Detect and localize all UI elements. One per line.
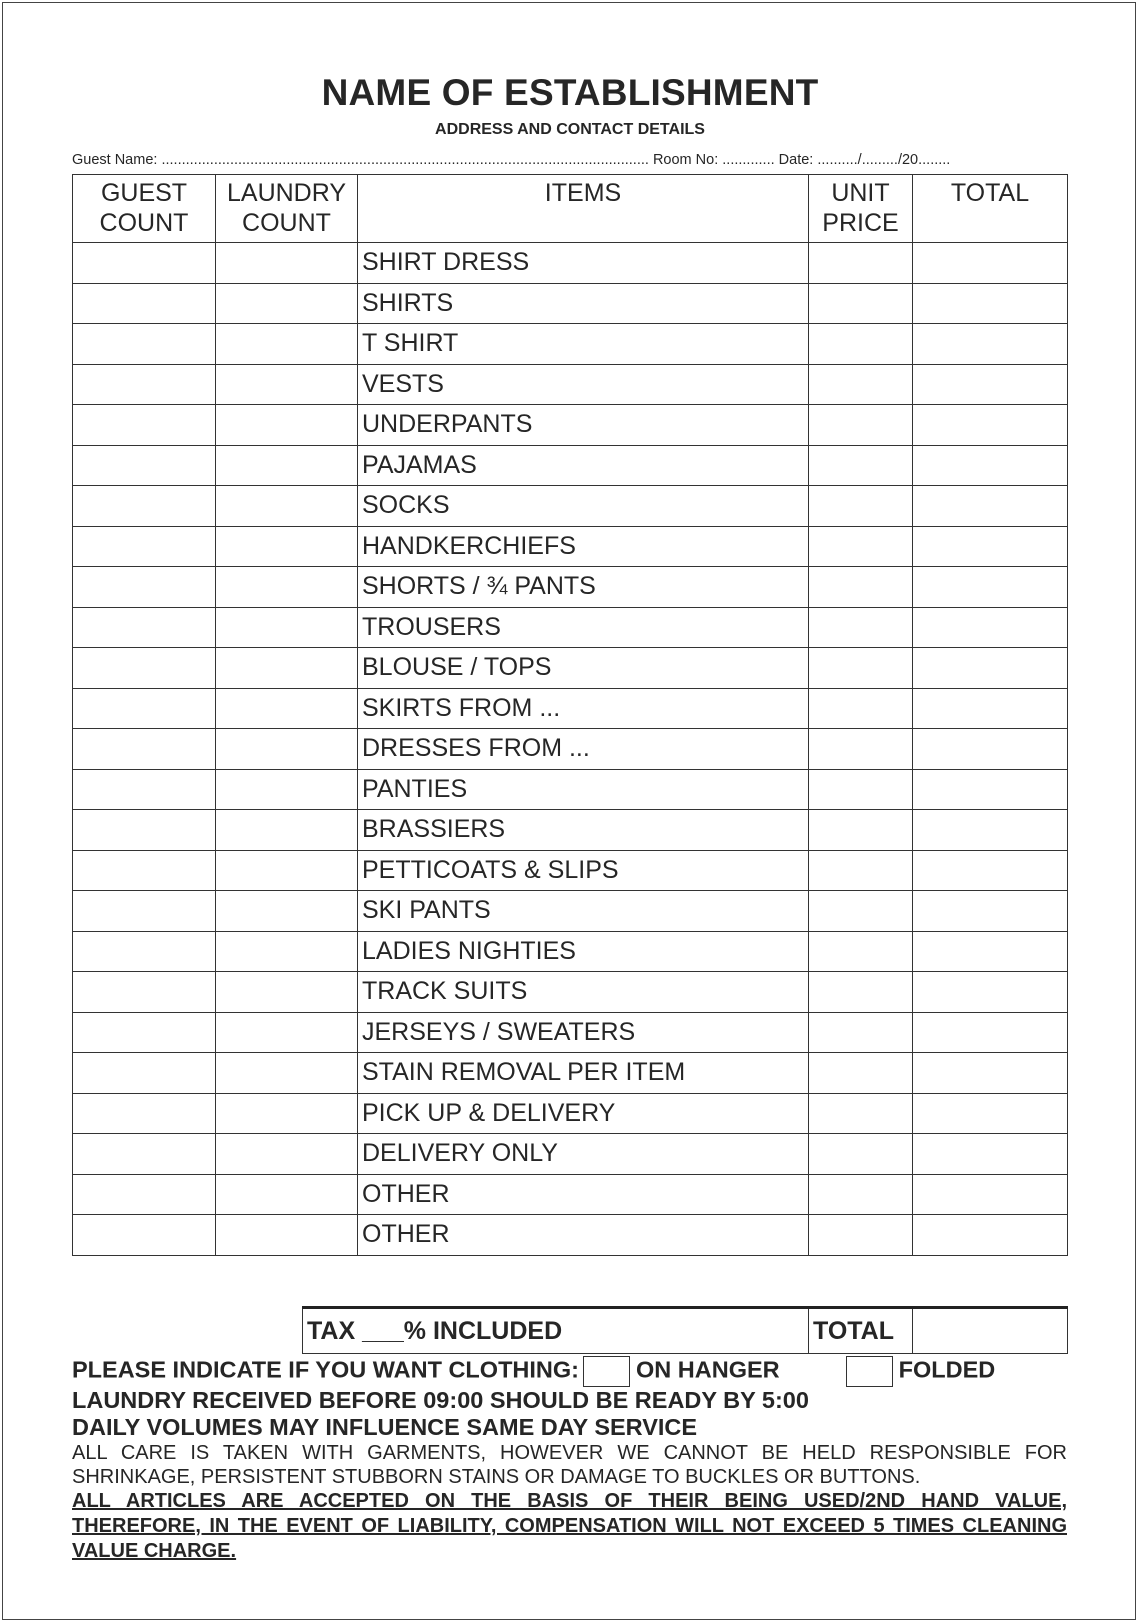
unit-price-cell[interactable]	[809, 364, 913, 405]
row-total-cell[interactable]	[913, 526, 1068, 567]
table-row	[73, 486, 1068, 527]
laundry-count-cell[interactable]	[216, 324, 358, 365]
terms-section	[72, 1356, 1067, 1564]
volumes-notice: DAILY VOLUMES MAY INFLUENCE SAME DAY SERVICE	[72, 1414, 698, 1440]
row-total-cell[interactable]	[913, 567, 1068, 608]
item-label: PETTICOATS & SLIPS	[358, 850, 809, 891]
room-label: Room No:	[652, 152, 719, 168]
unit-price-cell[interactable]	[809, 283, 913, 324]
laundry-count-cell[interactable]	[216, 607, 358, 648]
guest-count-cell[interactable]	[73, 1012, 216, 1053]
row-total-cell[interactable]	[913, 769, 1068, 810]
row-total-cell[interactable]	[913, 810, 1068, 851]
laundry-count-cell[interactable]	[216, 931, 358, 972]
row-total-cell[interactable]	[913, 729, 1068, 770]
guest-count-cell[interactable]	[73, 486, 216, 527]
guest-count-header: GUEST COUNT	[73, 175, 216, 243]
laundry-count-cell[interactable]	[216, 283, 358, 324]
table-row	[73, 1053, 1068, 1094]
item-label: SKIRTS FROM ...	[358, 688, 809, 729]
item-label: LADIES NIGHTIES	[358, 931, 809, 972]
row-total-cell[interactable]	[913, 891, 1068, 932]
grand-total-label: TOTAL	[809, 1308, 913, 1354]
item-label: SOCKS	[358, 486, 809, 527]
item-label: OTHER	[358, 1215, 809, 1256]
unit-price-header: UNIT PRICE	[809, 175, 913, 243]
row-total-cell[interactable]	[913, 324, 1068, 365]
row-total-cell[interactable]	[913, 850, 1068, 891]
laundry-count-cell[interactable]	[216, 405, 358, 446]
laundry-count-cell[interactable]	[216, 850, 358, 891]
guest-count-cell[interactable]	[73, 445, 216, 486]
unit-price-cell[interactable]	[809, 1053, 913, 1094]
table-row	[73, 445, 1068, 486]
table-row	[73, 1215, 1068, 1256]
row-total-cell[interactable]	[913, 1053, 1068, 1094]
row-total-cell[interactable]	[913, 1215, 1068, 1256]
item-label: T SHIRT	[358, 324, 809, 365]
table-row	[73, 243, 1068, 284]
table-row	[73, 810, 1068, 851]
laundry-count-header: LAUNDRY COUNT	[216, 175, 358, 243]
unit-price-cell[interactable]	[809, 1134, 913, 1175]
unit-price-cell[interactable]	[809, 526, 913, 567]
unit-price-cell[interactable]	[809, 1012, 913, 1053]
table-row	[73, 567, 1068, 608]
laundry-count-cell[interactable]	[216, 1134, 358, 1175]
laundry-count-cell[interactable]	[216, 1012, 358, 1053]
table-footer	[302, 1306, 1068, 1354]
laundry-count-cell[interactable]	[216, 688, 358, 729]
unit-price-cell[interactable]	[809, 607, 913, 648]
on-hanger-label: ON HANGER	[636, 1356, 780, 1383]
laundry-count-cell[interactable]	[216, 1215, 358, 1256]
unit-price-cell[interactable]	[809, 1174, 913, 1215]
laundry-items-table	[72, 174, 1068, 1256]
liability-disclaimer: ALL ARTICLES ARE ACCEPTED ON THE BASIS OF THEIR BEING USED/2ND HAND VALUE, THEREFORE, IN THE EVENT OF LIABILITY, COMPENSATION WILL NOT EXCEED 5 TIMES CLEANING VALUE CHARGE.	[72, 1490, 1067, 1562]
guest-count-cell[interactable]	[73, 1053, 216, 1094]
guest-count-cell[interactable]	[73, 931, 216, 972]
laundry-count-cell[interactable]	[216, 526, 358, 567]
item-label: VESTS	[358, 364, 809, 405]
guest-name-field[interactable]: .........................................................................................................................	[161, 152, 649, 168]
folded-checkbox[interactable]	[846, 1356, 893, 1387]
guest-count-cell[interactable]	[73, 891, 216, 932]
guest-count-cell[interactable]	[73, 283, 216, 324]
item-label: JERSEYS / SWEATERS	[358, 1012, 809, 1053]
row-total-cell[interactable]	[913, 607, 1068, 648]
item-label: DRESSES FROM ...	[358, 729, 809, 770]
row-total-cell[interactable]	[913, 486, 1068, 527]
unit-price-cell[interactable]	[809, 567, 913, 608]
laundry-count-cell[interactable]	[216, 567, 358, 608]
unit-price-cell[interactable]	[809, 1215, 913, 1256]
row-total-cell[interactable]	[913, 1012, 1068, 1053]
unit-price-cell[interactable]	[809, 486, 913, 527]
folded-label: FOLDED	[898, 1356, 996, 1383]
guest-count-cell[interactable]	[73, 769, 216, 810]
guest-info-line	[72, 152, 1067, 168]
establishment-title: NAME OF ESTABLISHMENT	[321, 72, 819, 113]
table-row	[73, 729, 1068, 770]
guest-count-cell[interactable]	[73, 405, 216, 446]
unit-price-cell[interactable]	[809, 405, 913, 446]
item-label: PANTIES	[358, 769, 809, 810]
care-disclaimer: ALL CARE IS TAKEN WITH GARMENTS, HOWEVER WE CANNOT BE HELD RESPONSIBLE FOR SHRINKAGE, PERSISTENT STUBBORN STAINS OR DAMAGE TO BUCKLES OR BUTTONS.	[72, 1442, 1067, 1488]
item-label: BLOUSE / TOPS	[358, 648, 809, 689]
guest-count-cell[interactable]	[73, 1215, 216, 1256]
table-row	[73, 1174, 1068, 1215]
guest-count-cell[interactable]	[73, 1093, 216, 1134]
laundry-count-cell[interactable]	[216, 810, 358, 851]
table-row	[73, 972, 1068, 1013]
guest-count-cell[interactable]	[73, 1174, 216, 1215]
table-row	[73, 364, 1068, 405]
grand-total-cell[interactable]	[913, 1308, 1068, 1354]
unit-price-cell[interactable]	[809, 931, 913, 972]
table-row	[73, 931, 1068, 972]
laundry-count-cell[interactable]	[216, 891, 358, 932]
guest-count-cell[interactable]	[73, 567, 216, 608]
table-row	[73, 769, 1068, 810]
row-total-cell[interactable]	[913, 648, 1068, 689]
clothing-preference-line	[72, 1356, 1067, 1387]
clothing-prompt: PLEASE INDICATE IF YOU WANT CLOTHING:	[72, 1356, 579, 1383]
unit-price-cell[interactable]	[809, 972, 913, 1013]
guest-count-cell[interactable]	[73, 1134, 216, 1175]
laundry-count-cell[interactable]	[216, 243, 358, 284]
item-label: PICK UP & DELIVERY	[358, 1093, 809, 1134]
laundry-count-cell[interactable]	[216, 1174, 358, 1215]
laundry-count-cell[interactable]	[216, 1053, 358, 1094]
guest-count-cell[interactable]	[73, 607, 216, 648]
laundry-count-cell[interactable]	[216, 729, 358, 770]
guest-count-cell[interactable]	[73, 729, 216, 770]
date-label: Date:	[778, 152, 814, 168]
unit-price-cell[interactable]	[809, 648, 913, 689]
item-label: HANDKERCHIEFS	[358, 526, 809, 567]
item-label: SKI PANTS	[358, 891, 809, 932]
table-row	[73, 891, 1068, 932]
guest-count-cell[interactable]	[73, 648, 216, 689]
item-label: DELIVERY ONLY	[358, 1134, 809, 1175]
row-total-cell[interactable]	[913, 931, 1068, 972]
row-total-cell[interactable]	[913, 243, 1068, 284]
guest-count-cell[interactable]	[73, 526, 216, 567]
row-total-cell[interactable]	[913, 283, 1068, 324]
row-total-cell[interactable]	[913, 1093, 1068, 1134]
laundry-count-cell[interactable]	[216, 364, 358, 405]
row-total-cell[interactable]	[913, 445, 1068, 486]
unit-price-cell[interactable]	[809, 891, 913, 932]
row-total-cell[interactable]	[913, 688, 1068, 729]
row-total-cell[interactable]	[913, 405, 1068, 446]
on-hanger-checkbox[interactable]	[583, 1356, 630, 1387]
guest-name-label: Guest Name:	[72, 152, 158, 168]
table-row	[73, 405, 1068, 446]
guest-count-cell[interactable]	[73, 688, 216, 729]
guest-count-cell[interactable]	[73, 810, 216, 851]
guest-count-cell[interactable]	[73, 243, 216, 284]
row-total-cell[interactable]	[913, 1134, 1068, 1175]
laundry-count-cell[interactable]	[216, 1093, 358, 1134]
table-row	[73, 850, 1068, 891]
guest-count-cell[interactable]	[73, 972, 216, 1013]
unit-price-cell[interactable]	[809, 1093, 913, 1134]
date-field[interactable]: ........../........./20........	[817, 152, 951, 168]
row-total-cell[interactable]	[913, 972, 1068, 1013]
table-row	[73, 1093, 1068, 1134]
establishment-address: ADDRESS AND CONTACT DETAILS	[435, 121, 705, 138]
items-header: ITEMS	[358, 175, 809, 243]
tax-label: TAX ___% INCLUDED	[303, 1308, 809, 1354]
item-label: SHIRT DRESS	[358, 243, 809, 284]
item-label: OTHER	[358, 1174, 809, 1215]
received-notice: LAUNDRY RECEIVED BEFORE 09:00 SHOULD BE READY BY 5:00	[72, 1387, 809, 1413]
item-label: BRASSIERS	[358, 810, 809, 851]
table-row	[73, 283, 1068, 324]
unit-price-cell[interactable]	[809, 243, 913, 284]
row-total-cell[interactable]	[913, 364, 1068, 405]
table-row	[73, 688, 1068, 729]
unit-price-cell[interactable]	[809, 729, 913, 770]
item-label: STAIN REMOVAL PER ITEM	[358, 1053, 809, 1094]
table-row	[73, 1134, 1068, 1175]
table-row	[73, 1012, 1068, 1053]
unit-price-cell[interactable]	[809, 688, 913, 729]
laundry-count-cell[interactable]	[216, 445, 358, 486]
item-label: SHIRTS	[358, 283, 809, 324]
item-label: PAJAMAS	[358, 445, 809, 486]
unit-price-cell[interactable]	[809, 769, 913, 810]
laundry-count-cell[interactable]	[216, 648, 358, 689]
item-label: TROUSERS	[358, 607, 809, 648]
unit-price-cell[interactable]	[809, 445, 913, 486]
table-header-row	[73, 175, 1068, 243]
item-label: SHORTS / ¾ PANTS	[358, 567, 809, 608]
unit-price-cell[interactable]	[809, 324, 913, 365]
table-row	[73, 607, 1068, 648]
guest-count-cell[interactable]	[73, 324, 216, 365]
guest-count-cell[interactable]	[73, 850, 216, 891]
laundry-count-cell[interactable]	[216, 486, 358, 527]
room-field[interactable]: .............	[722, 152, 775, 168]
unit-price-cell[interactable]	[809, 850, 913, 891]
laundry-count-cell[interactable]	[216, 769, 358, 810]
table-row	[73, 324, 1068, 365]
item-label: TRACK SUITS	[358, 972, 809, 1013]
unit-price-cell[interactable]	[809, 810, 913, 851]
total-header: TOTAL	[913, 175, 1068, 243]
table-row	[73, 648, 1068, 689]
table-row	[73, 526, 1068, 567]
guest-count-cell[interactable]	[73, 364, 216, 405]
laundry-count-cell[interactable]	[216, 972, 358, 1013]
item-label: UNDERPANTS	[358, 405, 809, 446]
row-total-cell[interactable]	[913, 1174, 1068, 1215]
